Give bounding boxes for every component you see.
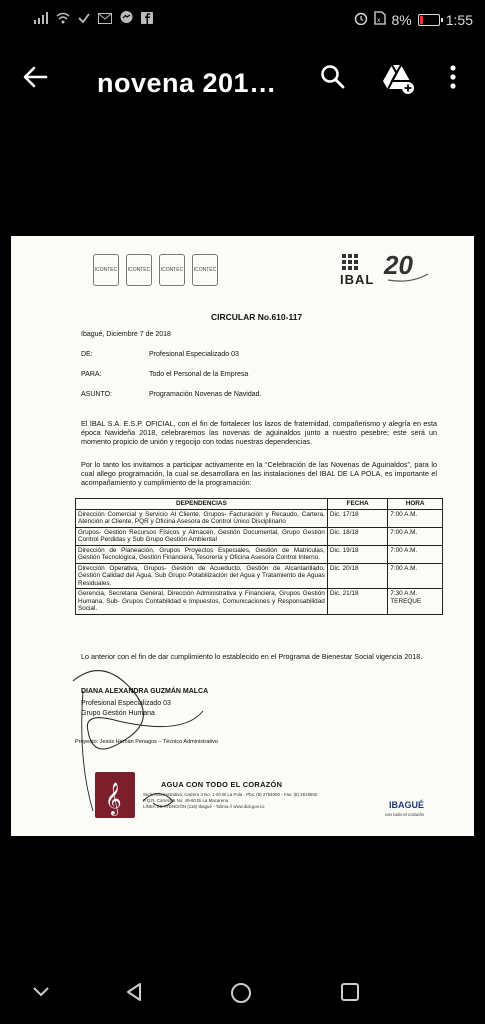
fecha-cell: Dic. 19/18: [327, 545, 387, 563]
hora-cell: 7:00 A.M.: [388, 527, 443, 545]
more-options-icon[interactable]: [448, 64, 458, 95]
footer-address-line: Sede Administrativa: Carrera 3 No. 1-04 B/ La Pola - Pbx: (8) 2754000 - Fax: (8) 2618582: [143, 792, 318, 797]
signer-name: DIANA ALEXANDRA GUZMÁN MALCA: [81, 688, 209, 695]
facebook-icon: [141, 12, 153, 27]
asunto-value: Programación Novenas de Navidad.: [149, 391, 262, 398]
fecha-cell: Dic. 18/18: [327, 527, 387, 545]
back-triangle-icon[interactable]: [124, 982, 144, 1007]
dependencias-cell: Dirección Operativa, Grupos- Gestión de Acueducto, Gestión de Alcantarillado, Gestión Calidad del Agua, Sub Grupo Potabilización del Agua y Tratamiento de Aguas Residuales.: [76, 563, 328, 589]
de-label: DE:: [81, 351, 93, 358]
recents-square-icon[interactable]: [340, 982, 360, 1007]
ibal-logo: [340, 250, 430, 290]
status-icons-right: [354, 11, 473, 28]
para-value: Todo el Personal de la Empresa: [149, 371, 249, 378]
document-page[interactable]: [11, 236, 474, 836]
search-icon[interactable]: [320, 64, 346, 95]
de-value: Profesional Especializado 03: [149, 351, 239, 358]
column-header: HORA: [388, 499, 443, 510]
column-header: FECHA: [327, 499, 387, 510]
table-row: [76, 545, 443, 563]
document-title: novena 201…: [97, 68, 277, 98]
signer-title: Profesional Especializado 03: [81, 700, 171, 707]
svg-text:x: x: [376, 17, 381, 24]
schedule-table: [75, 498, 443, 615]
fecha-cell: Dic. 20/18: [327, 563, 387, 589]
certification-logo: ICONTEC: [93, 254, 119, 286]
footer-brand: IBAGUÉ: [388, 800, 424, 810]
dependencias-cell: Dirección de Planeación, Grupos Proyectos Especiales, Gestión de Matriculas, Gestión Tecnológica, Gestión Financiera, Tesorería y Oficina Asesora Control Interno.: [76, 545, 328, 563]
projected-by: Proyecto: Jesús Hernán Penagos – Técnico Administrativo: [75, 739, 218, 745]
battery-icon: [418, 14, 440, 26]
hora-cell: 7:00 A.M.: [388, 545, 443, 563]
certification-logo: ICONTEC: [192, 254, 218, 286]
sim-icon: [374, 11, 386, 28]
paragraph-intro: El IBAL S.A. E.S.P. OFICIAL, con el fin de fortalecer los lazos de fraternidad, compañerismo y alegría en esta época Navideña 2018, celebraremos las novenas de aguinaldos junto a nuestro pesebre; este será un momento propicio de unión y regocijo con todas nuestras dependencias.: [81, 419, 437, 446]
signer-group: Grupo Gestión Humana: [81, 710, 155, 717]
app-bar: [0, 40, 485, 130]
closing-paragraph: Lo anterior con el fin de dar cumplimiento lo establecido en el Programa de Bienestar Social vigencia 2018.: [81, 652, 423, 661]
status-icons-left: [34, 11, 153, 27]
hora-cell: 7:00 A.M.: [388, 563, 443, 589]
dependencias-cell: Grupos- Gestión Recursos Físicos y Almacén, Gestión Documental, Grupo Gestión Control Perdidas y Sub Grupo Gestión Ambiental: [76, 527, 328, 545]
footer-slogan: AGUA CON TODO EL CORAZÓN: [161, 780, 283, 789]
check-icon: [78, 12, 90, 27]
footer-address-line: P.Q.R. Carrera 5 No. 49-60 B/ La Macarena: [143, 798, 229, 803]
status-bar: [0, 0, 485, 40]
dependencias-cell: Gerencia, Secretaria General, Dirección Administrativa y Financiera, Grupos Gestión Humana, Sub- Grupos Contabilidad e Impuestos, Comunicaciones y Responsabilidad Social.: [76, 589, 328, 615]
dependencias-cell: Dirección Comercial y Servicio Al Cliente, Grupos- Facturación y Recaudo, Cartera, Atención al Cliente, PQR y Oficina Asesora de Control Único Disciplinario: [76, 509, 328, 527]
ibal-brand: IBAL: [340, 272, 375, 287]
status-time: 1:55: [445, 11, 473, 28]
paragraph-invitation: Por lo tanto los invitamos a participar activamente en la “Celebración de las Novenas de Aguinaldos”, para lo cual allego programación, la cual se desarrollara en las instalaciones del IBAL DE LA POLA, es importante el acompañamiento y cumplimiento de la programación:: [81, 460, 437, 487]
fecha-cell: Dic. 17/18: [327, 509, 387, 527]
fecha-cell: Dic. 21/18: [327, 589, 387, 615]
certification-logo: ICONTEC: [159, 254, 185, 286]
table-header-row: [76, 499, 443, 510]
messenger-icon: [120, 11, 133, 27]
table-row: [76, 563, 443, 589]
drive-add-icon[interactable]: [382, 64, 414, 99]
date-line: Ibagué, Diciembre 7 de 2018: [81, 331, 171, 338]
hora-cell: 7:00 A.M.: [388, 509, 443, 527]
collapse-chevron-icon[interactable]: [32, 982, 50, 1005]
asunto-label: ASUNTO:: [81, 391, 112, 398]
certification-logo: ICONTEC: [126, 254, 152, 286]
mail-icon: [98, 12, 112, 27]
music-note-logo: [95, 772, 135, 818]
alarm-icon: [354, 11, 368, 28]
table-row: [76, 589, 443, 615]
column-header: DEPENDENCIAS: [76, 499, 328, 510]
footer-address: [143, 792, 317, 810]
table-row: [76, 509, 443, 527]
signal-icon: [34, 12, 48, 27]
anniversary-number: 20: [384, 250, 413, 280]
svg-text:𝄞: 𝄞: [105, 782, 122, 815]
footer-contact-line: LÍNEA DE ATENCIÓN (116) Ibagué - Tolima // www.ibal.gov.co: [143, 804, 265, 809]
footer-brand-slogan: con todo el corazón: [384, 812, 424, 817]
table-row: [76, 527, 443, 545]
wifi-icon: [56, 12, 70, 27]
certification-logos: [93, 254, 218, 286]
circular-title: CIRCULAR No.610-117: [211, 312, 303, 322]
navigation-bar: [0, 964, 485, 1024]
home-circle-icon[interactable]: [230, 982, 252, 1009]
para-label: PARA:: [81, 371, 102, 378]
battery-percent: 8%: [391, 11, 412, 28]
back-arrow-icon[interactable]: [22, 64, 48, 96]
hora-cell: 7:30 A.M. TEREQUE: [388, 589, 443, 615]
